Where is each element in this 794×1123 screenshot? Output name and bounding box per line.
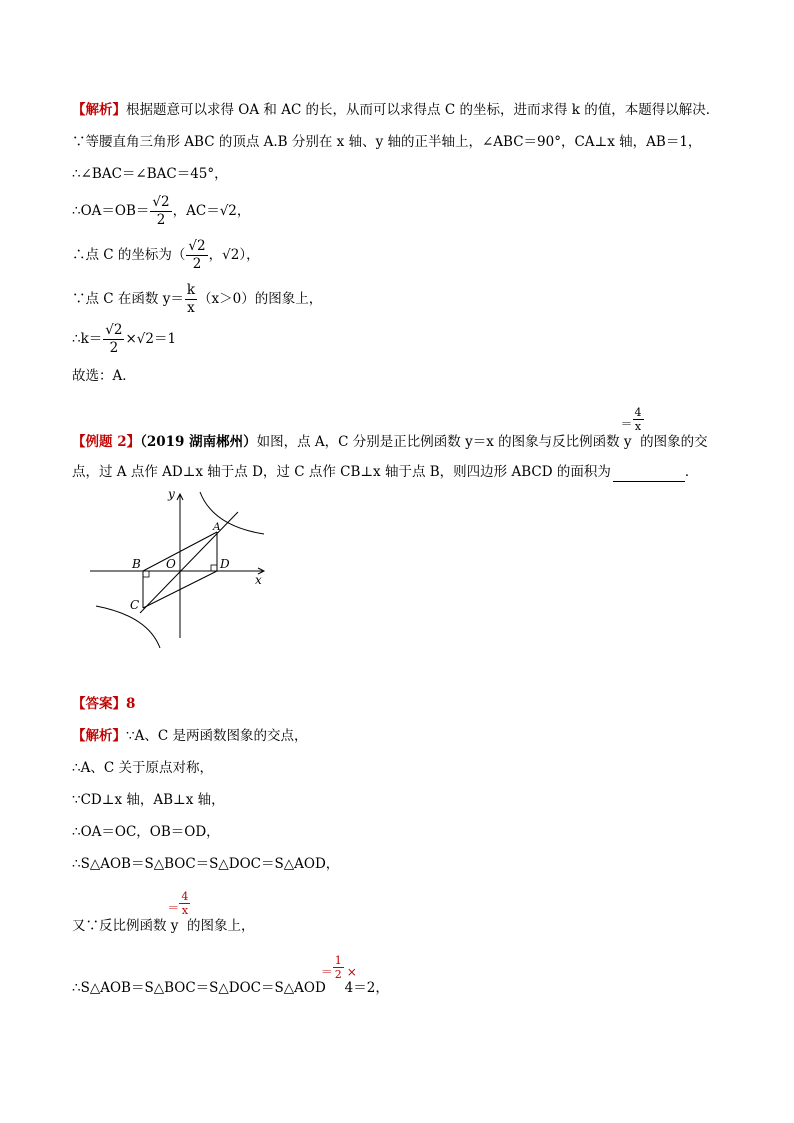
right-angle-mark-b [143,571,149,577]
analysis2-tag: 【解析】 [72,728,126,744]
analysis2-line-4: ∴OA＝OC，OB＝OD， [72,824,220,840]
analysis-line-4: ∴OA＝OB＝ $\frac{√2}{2}$ ，AC＝√2， [72,194,251,228]
label-b: B [132,557,141,571]
fraction: $\frac{√2}{2}$ [105,322,123,356]
label-y: y [168,488,175,501]
hyperbola-figure [88,488,278,648]
analysis-text: 根据题意可以求得 OA 和 AC 的长，从而可以求得点 C 的坐标，进而求得 k 的值，本题得以解决． [126,102,720,118]
label-o: O [166,557,176,571]
example-line-2: 点，过 A 点作 AD⊥x 轴于点 D，过 C 点作 CB⊥x 轴于点 B，则四边形 ABCD 的面积为 ． [72,464,699,480]
analysis2-line-7: ∴S△AOB＝S△BOC＝S△DOC＝S△AOD ＝ 1 2 × 4＝2， [72,954,389,996]
label-a: A [213,521,221,533]
right-angle-mark-d [211,565,217,571]
example-source: （2019 湖南郴州） [140,434,257,450]
analysis-line-6: ∵点 C 在函数 y＝ $\frac{k}{x}$ （x＞0）的图象上， [72,282,323,316]
analysis-line-1 [72,100,719,120]
label-d: D [220,557,230,571]
label-x: x [255,573,262,587]
analysis2-line-2: ∴A、C 关于原点对称， [72,760,213,776]
analysis-line-5: ∴点 C 的坐标为（ $\frac{√2}{2}$ ，√2）， [72,238,260,272]
fraction: ＝ 4 x [620,406,642,433]
answer-value: 8 [126,696,136,712]
fraction: ＝ 4 x [167,890,189,917]
answer-tag: 【答案】 [72,696,126,712]
analysis2-line-1: 【解析】∵A、C 是两函数图象的交点， [72,728,308,744]
analysis-line-8: 故选：A． [72,368,136,384]
analysis-line-3: ∴∠BAC＝∠BAC＝45°， [72,166,228,182]
hyperbola-branch-1 [200,492,264,534]
label-c: C [130,598,140,612]
analysis2-line-5: ∴S△AOB＝S△BOC＝S△DOC＝S△AOD， [72,856,340,872]
example-tag: 【例题 2】 [72,434,141,450]
analysis-line-7: ∴k＝ $\frac{√2}{2}$ ×√2＝1 [72,322,177,356]
fraction: $\frac{√2}{2}$ [188,238,206,272]
answer-blank [613,467,685,482]
fraction: $\frac{k}{x}$ [186,282,196,316]
fraction: $\frac{√2}{2}$ [152,194,170,228]
analysis2-line-6: 又∵反比例函数 y ＝ 4 x 的图象上， [72,890,255,934]
analysis-tag: 【解析】 [72,102,126,118]
answer-line [72,694,135,714]
analysis-line-2: ∵等腰直角三角形 ABC 的顶点 A.B 分别在 x 轴、y 轴的正半轴上，∠ABC＝90°，CA⊥x 轴，AB＝1， [72,134,702,150]
fraction: ＝ 1 2 × [320,954,357,981]
hyperbola-branch-3 [96,606,160,648]
analysis2-line-3: ∵CD⊥x 轴，AB⊥x 轴， [72,792,225,808]
example-line-1: 【例题 2】（2019 湖南郴州）如图，点 A，C 分别是正比例函数 y＝x 的图象与反比例函数 y ＝ 4 x 的图象的交 [72,406,708,450]
